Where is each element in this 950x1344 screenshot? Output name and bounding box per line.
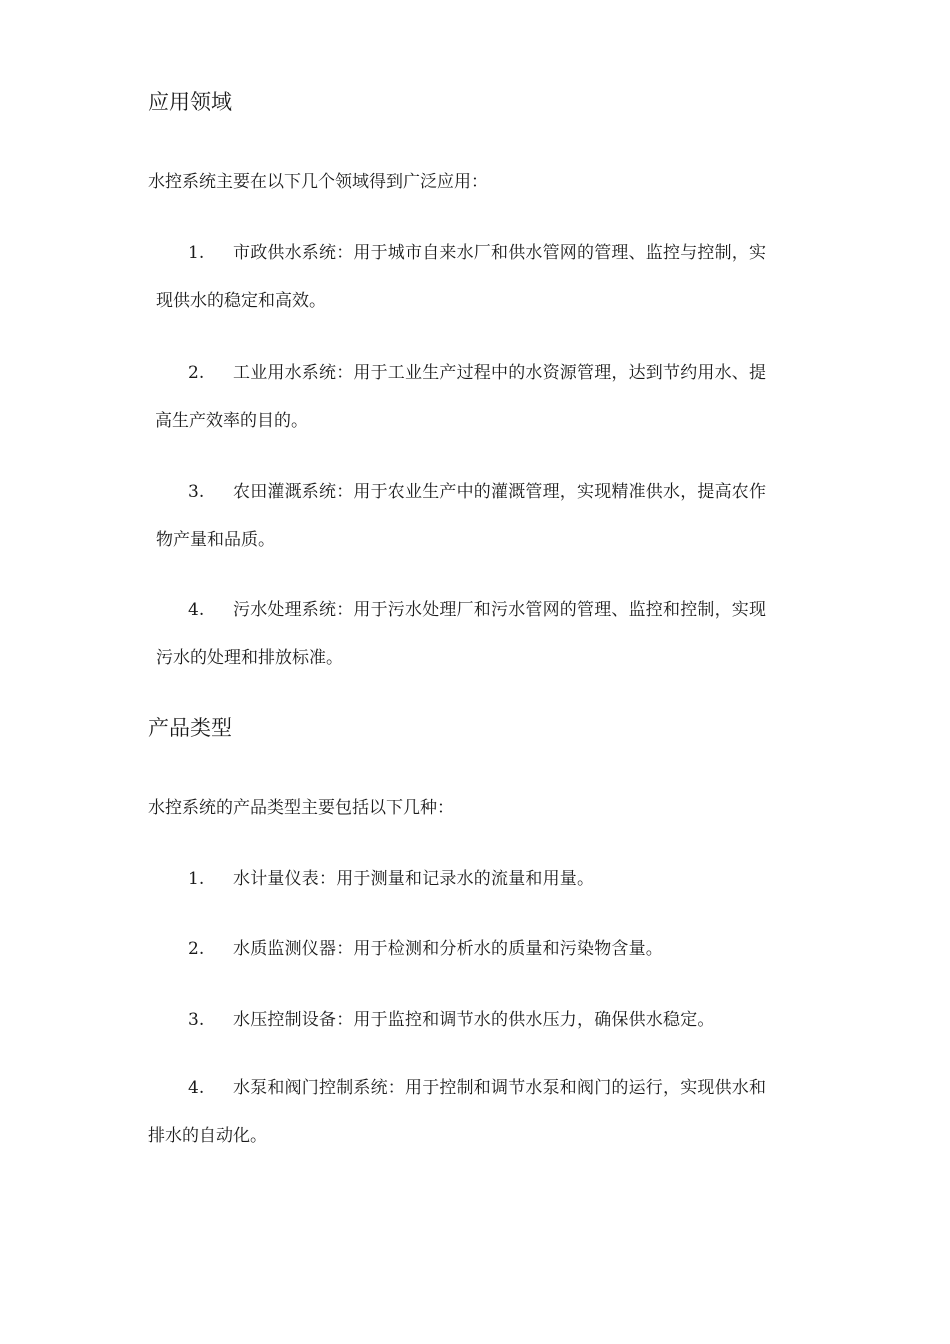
list-item	[148, 361, 838, 433]
list-item	[148, 598, 838, 670]
list-item-continuation	[148, 289, 838, 313]
list-item-number: 2.	[188, 363, 205, 383]
list-item-text: 水压控制设备：用于监控和调节水的供水压力，确保供水稳定。	[233, 1010, 715, 1030]
list-item-first-line	[148, 1076, 838, 1100]
list-item-first-line	[148, 937, 838, 961]
list-item	[148, 937, 838, 961]
list-item	[148, 1008, 838, 1032]
list-item-text: 市政供水系统：用于城市自来水厂和供水管网的管理、监控与控制，实	[233, 243, 767, 263]
list-item-number: 1.	[188, 243, 205, 263]
list-item-number: 4.	[188, 1078, 205, 1098]
list-item-text-continued: 污水的处理和排放标准。	[156, 648, 343, 668]
list-item-text: 农田灌溉系统：用于农业生产中的灌溉管理，实现精准供水，提高农作	[233, 482, 767, 502]
section-heading-applications: 应用领域	[148, 90, 232, 114]
list-item	[148, 867, 838, 891]
list-item-text: 水泵和阀门控制系统：用于控制和调节水泵和阀门的运行，实现供水和	[233, 1078, 767, 1098]
list-item-text: 水计量仪表：用于测量和记录水的流量和用量。	[233, 869, 595, 889]
list-item	[148, 1076, 838, 1148]
list-item-first-line	[148, 361, 838, 385]
list-item-first-line	[148, 241, 838, 265]
list-item-first-line	[148, 1008, 838, 1032]
list-item-first-line	[148, 598, 838, 622]
list-item-number: 3.	[188, 482, 205, 502]
list-item-continuation	[148, 1124, 838, 1148]
list-item-number: 1.	[188, 869, 205, 889]
list-item-text-continued: 排水的自动化。	[148, 1126, 267, 1146]
list-item-first-line	[148, 480, 838, 504]
list-item-number: 3.	[188, 1010, 205, 1030]
list-item-text: 污水处理系统：用于污水处理厂和污水管网的管理、监控和控制，实现	[233, 600, 767, 620]
list-item-continuation	[148, 646, 838, 670]
list-item-text-continued: 现供水的稳定和高效。	[156, 291, 326, 311]
list-item	[148, 241, 838, 313]
section-heading-product-types: 产品类型	[148, 716, 232, 740]
list-item-number: 2.	[188, 939, 205, 959]
list-item-number: 4.	[188, 600, 205, 620]
list-item-continuation	[148, 528, 838, 552]
list-item-first-line	[148, 867, 838, 891]
list-item-text: 工业用水系统：用于工业生产过程中的水资源管理，达到节约用水、提	[233, 363, 767, 383]
list-item-continuation	[148, 409, 838, 433]
list-item-text-continued: 物产量和品质。	[156, 530, 275, 550]
section-intro-applications: 水控系统主要在以下几个领域得到广泛应用：	[148, 172, 488, 192]
section-intro-product-types: 水控系统的产品类型主要包括以下几种：	[148, 798, 454, 818]
list-item-text: 水质监测仪器：用于检测和分析水的质量和污染物含量。	[233, 939, 663, 959]
list-item-text-continued: 高生产效率的目的。	[155, 411, 308, 431]
list-item	[148, 480, 838, 552]
